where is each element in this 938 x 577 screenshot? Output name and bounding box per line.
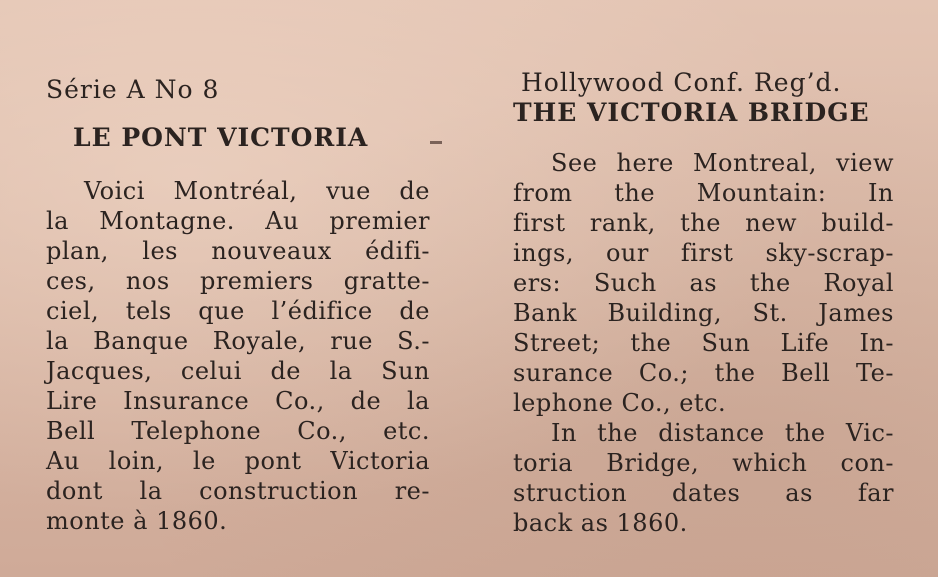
text-line: struction dates as far [513, 479, 894, 507]
text-line: Au loin, le pont Victoria [46, 447, 430, 475]
text-line: ciel, tels que l’édifice de [46, 297, 430, 325]
text-line: monte à 1860. [46, 507, 228, 535]
text-line: plan, les nouveaux édifi- [46, 237, 430, 265]
text-line: from the Mountain: In [513, 179, 894, 207]
text-line: toria Bridge, which con- [513, 449, 894, 477]
text-line: lephone Co., etc. [513, 389, 727, 417]
text-line: Voici Montréal, vue de [84, 177, 430, 205]
manufacturer-name: Hollywood Conf. Reg’d. [521, 68, 842, 97]
english-description [513, 148, 894, 538]
decorative-dash [430, 141, 442, 144]
text-line: Lire Insurance Co., de la [46, 387, 430, 415]
english-title: THE VICTORIA BRIDGE [513, 98, 870, 127]
text-line: Bell Telephone Co., etc. [46, 417, 430, 445]
text-line: ces, nos premiers gratte- [46, 267, 430, 295]
text-line: Jacques, celui de la Sun [46, 357, 430, 385]
series-number: Série A No 8 [46, 75, 220, 104]
french-description [46, 176, 430, 536]
text-line: la Montagne. Au premier [46, 207, 430, 235]
text-line: See here Montreal, view [551, 149, 894, 177]
text-line: surance Co.; the Bell Te- [513, 359, 894, 387]
text-line: back as 1860. [513, 509, 688, 537]
text-line: Street; the Sun Life In- [513, 329, 894, 357]
text-line: Bank Building, St. James [513, 299, 894, 327]
text-line: ers: Such as the Royal [513, 269, 894, 297]
text-line: dont la construction re- [46, 477, 430, 505]
text-line: In the distance the Vic- [551, 419, 894, 447]
text-line: ings, our first sky-scrap- [513, 239, 894, 267]
french-title: LE PONT VICTORIA [73, 123, 369, 152]
text-line: la Banque Royale, rue S.- [46, 327, 430, 355]
text-line: first rank, the new build- [513, 209, 894, 237]
